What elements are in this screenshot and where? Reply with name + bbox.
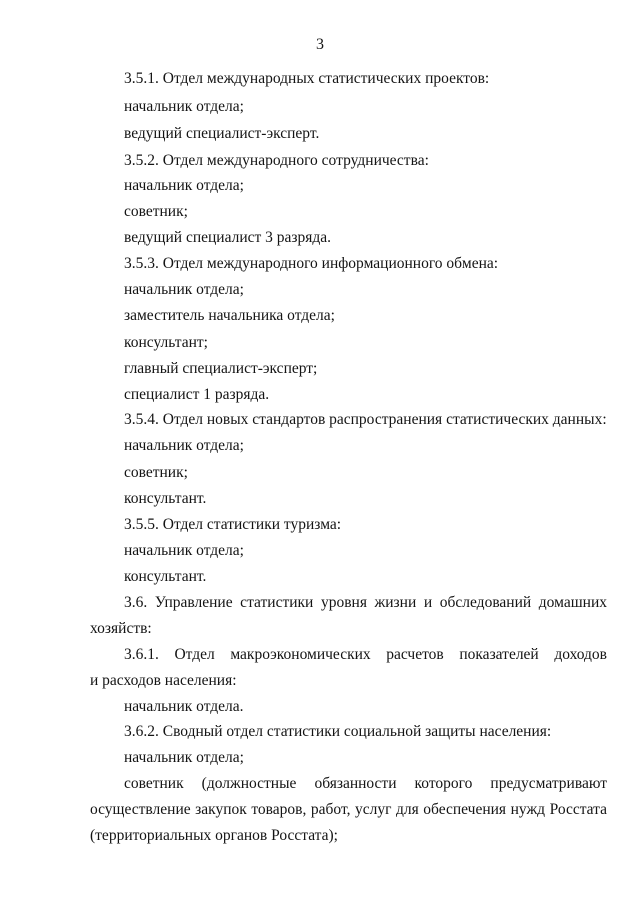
position-line: заместитель начальника отдела; (124, 307, 335, 324)
position-line: начальник отдела; (124, 281, 244, 298)
section-heading-3-6-2: 3.6.2. Сводный отдел статистики социальной защиты населения: (124, 723, 552, 740)
position-line-with-note: советник (должностные обязанности которого предусматривают (124, 775, 607, 792)
position-line: главный специалист-эксперт; (124, 360, 318, 377)
section-heading-3-5-3: 3.5.3. Отдел международного информационного обмена: (124, 255, 499, 272)
position-line: начальник отдела; (124, 437, 244, 454)
position-note-continuation: осуществление закупок товаров, работ, услуг для обеспечения нужд Росстата (90, 801, 607, 818)
position-line: ведущий специалист-эксперт. (124, 125, 320, 142)
position-line: специалист 1 разряда. (124, 386, 270, 403)
position-line: начальник отдела; (124, 749, 244, 766)
position-line: начальник отдела; (124, 98, 244, 115)
position-line: советник; (124, 464, 188, 481)
page-number: 3 (316, 36, 324, 53)
position-line: ведущий специалист 3 разряда. (124, 229, 332, 246)
section-heading-3-6-continuation: хозяйств: (90, 620, 152, 637)
position-line: консультант. (124, 490, 207, 507)
section-heading-3-5-2: 3.5.2. Отдел международного сотрудничества: (124, 152, 429, 169)
section-heading-3-6-1: 3.6.1. Отдел макроэкономических расчетов показателей доходов (124, 646, 607, 663)
position-line: консультант. (124, 568, 207, 585)
position-line: начальник отдела. (124, 698, 244, 715)
position-line: начальник отдела; (124, 542, 244, 559)
section-heading-3-6: 3.6. Управление статистики уровня жизни и обследований домашних (124, 594, 607, 611)
section-heading-3-5-1: 3.5.1. Отдел международных статистических проектов: (124, 70, 490, 87)
position-line: советник; (124, 203, 188, 220)
section-heading-3-6-1-continuation: и расходов населения: (90, 672, 237, 689)
section-heading-3-5-5: 3.5.5. Отдел статистики туризма: (124, 516, 342, 533)
position-line: консультант; (124, 334, 208, 351)
position-line: начальник отдела; (124, 177, 244, 194)
position-note-continuation: (территориальных органов Росстата); (90, 827, 338, 844)
section-heading-3-5-4: 3.5.4. Отдел новых стандартов распространения статистических данных: (124, 411, 607, 428)
